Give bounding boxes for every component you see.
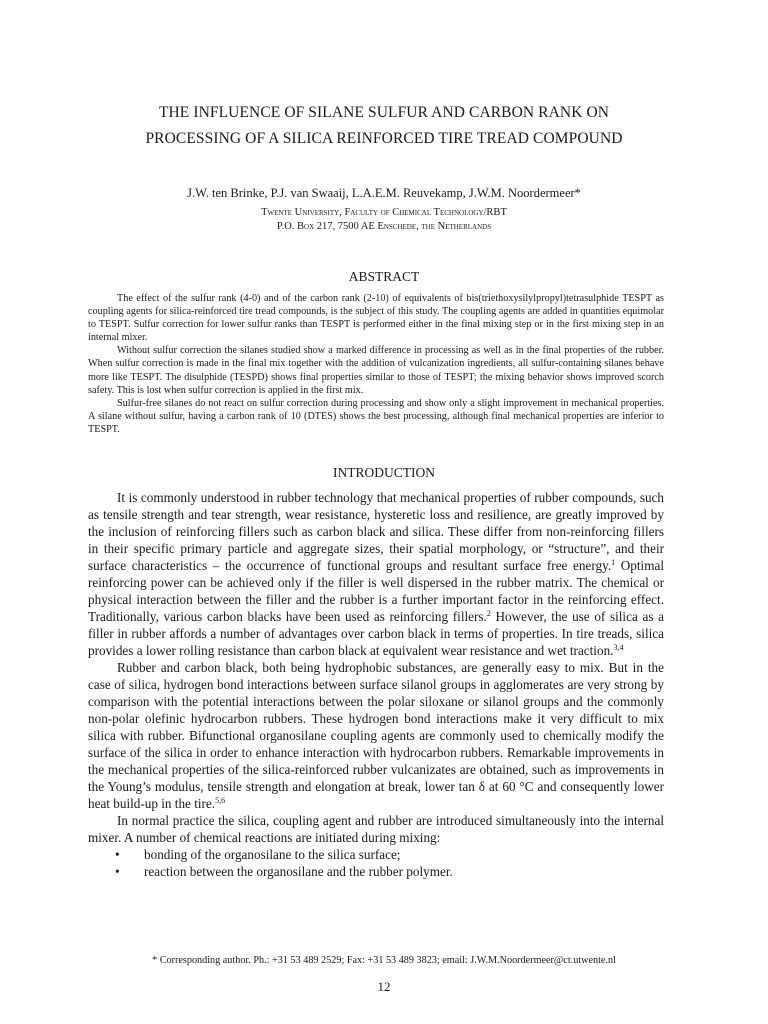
citation-ref-3-4: 3,4 xyxy=(613,643,624,652)
page-number: 12 xyxy=(377,979,391,994)
intro-p1-text-c: However, the use of silica as a filler in rubber affords a number of advantages over carbon black in terms of properties. In tire treads, silica provides a lower rolling resistance than carbon black at equivalent wear resistance and wet traction. xyxy=(88,609,664,658)
bullet-icon: • xyxy=(115,864,120,879)
intro-p1-text-a: It is commonly understood in rubber technology that mechanical properties of rubber compounds, such as tensile strength and tear strength, wear resistance, hysteretic loss and resilience, are greatly improved by the inclusion of reinforcing fillers such as carbon black and silica. These differ from non-reinforcing fillers in their specific primary particle and aggregate sizes, their spatial morphology, or “structure”, and their surface characteristics – the occurrence of functional groups and resultant surface free energy. xyxy=(88,490,664,573)
affiliation-line-1: Twente University, Faculty of Chemical Technology/RBT xyxy=(261,207,507,218)
introduction-body xyxy=(88,489,664,880)
list-item-text: reaction between the organosilane and the rubber polymer. xyxy=(144,864,453,879)
list-item xyxy=(88,863,664,880)
abstract-paragraph-3: Sulfur-free silanes do not react on sulfur correction during processing and show only a slight improvement in mechanical properties. A silane without sulfur, having a carbon rank of 10 (DTES) shows the best processing, although final mechanical properties are inferior to TESPT. xyxy=(88,397,664,435)
citation-ref-1: 1 xyxy=(611,558,616,567)
intro-paragraph-1 xyxy=(88,489,664,659)
list-item-text: bonding of the organosilane to the silica surface; xyxy=(144,847,401,862)
citation-ref-2: 2 xyxy=(486,609,491,618)
intro-paragraph-3: In normal practice the silica, coupling agent and rubber are introduced simultaneously into the internal mixer. A number of chemical reactions are initiated during mixing: xyxy=(88,813,664,845)
abstract-heading: ABSTRACT xyxy=(348,269,420,284)
list-item xyxy=(88,846,664,863)
intro-p1-text-b: Optimal reinforcing power can be achieved only if the filler is well dispersed in the rubber matrix. The chemical or physical interaction between the filler and the rubber is a further important factor in the reinforcing effect. Traditionally, various carbon blacks have been used as reinforcing fillers. xyxy=(88,558,664,624)
corresponding-author-footnote: * Corresponding author. Ph.: +31 53 489 2529; Fax: +31 53 489 3823; email: J.W.M.Noordermeer@ct.utwente.nl xyxy=(152,955,616,966)
intro-p2-text: Rubber and carbon black, both being hydrophobic substances, are generally easy to mix. But in the case of silica, hydrogen bond interactions between surface silanol groups in agglomerates are very strong by comparison with the potential interactions between the polar siloxane or silanol groups and the commonly non-polar olefinic hydrocarbon rubbers. These hydrogen bond interactions make it very difficult to mix silica with rubber. Bifunctional organosilane coupling agents are commonly used to chemically modify the surface of the silica in order to enhance interaction with hydrocarbon rubbers. Remarkable improvements in the mechanical properties of the silica-reinforced rubber vulcanizates are obtained, such as improvements in the Young’s modulus, tensile strength and elongation at break, lower tan δ at 60 °C and consequently lower heat build-up in the tire. xyxy=(88,660,664,811)
title-line-2: PROCESSING OF A SILICA REINFORCED TIRE TREAD COMPOUND xyxy=(145,130,623,147)
title-line-1: THE INFLUENCE OF SILANE SULFUR AND CARBON RANK ON xyxy=(158,104,610,121)
introduction-heading: INTRODUCTION xyxy=(333,465,435,480)
citation-ref-5-6: 5,6 xyxy=(215,796,226,805)
abstract-body xyxy=(88,292,664,436)
bullet-icon: • xyxy=(115,847,120,862)
abstract-paragraph-1: The effect of the sulfur rank (4-0) and of the carbon rank (2-10) of equivalents of bis(triethoxysilylpropyl)tetrasulphide TESPT as coupling agents for silica-reinforced tire tread compounds, is the subject of this study. The coupling agents are added in quantities equimolar to TESPT. Sulfur correction for lower sulfur ranks than TESPT is performed either in the final mixing step or in the first mixing step in an internal mixer. xyxy=(88,293,664,344)
reaction-list xyxy=(88,846,664,880)
author-list: J.W. ten Brinke, P.J. van Swaaij, L.A.E.M. Reuvekamp, J.W.M. Noordermeer* xyxy=(187,186,581,200)
paper-title xyxy=(60,100,708,152)
abstract-paragraph-2: Without sulfur correction the silanes studied show a marked difference in processing as well as in the final properties of the rubber. When sulfur correction is made in the final mix together with the addition of vulcanization ingredients, all sulfur-containing silanes behave more like TESPT. The disulphide (TESPD) shows final properties similar to those of TESPT; the mixing behavior shows improved scorch safety. This is lost when sulfur correction is applied in the first mix. xyxy=(88,345,664,396)
affiliation-line-2: P.O. Box 217, 7500 AE Enschede, the Netherlands xyxy=(276,221,492,232)
intro-paragraph-2 xyxy=(88,659,664,812)
